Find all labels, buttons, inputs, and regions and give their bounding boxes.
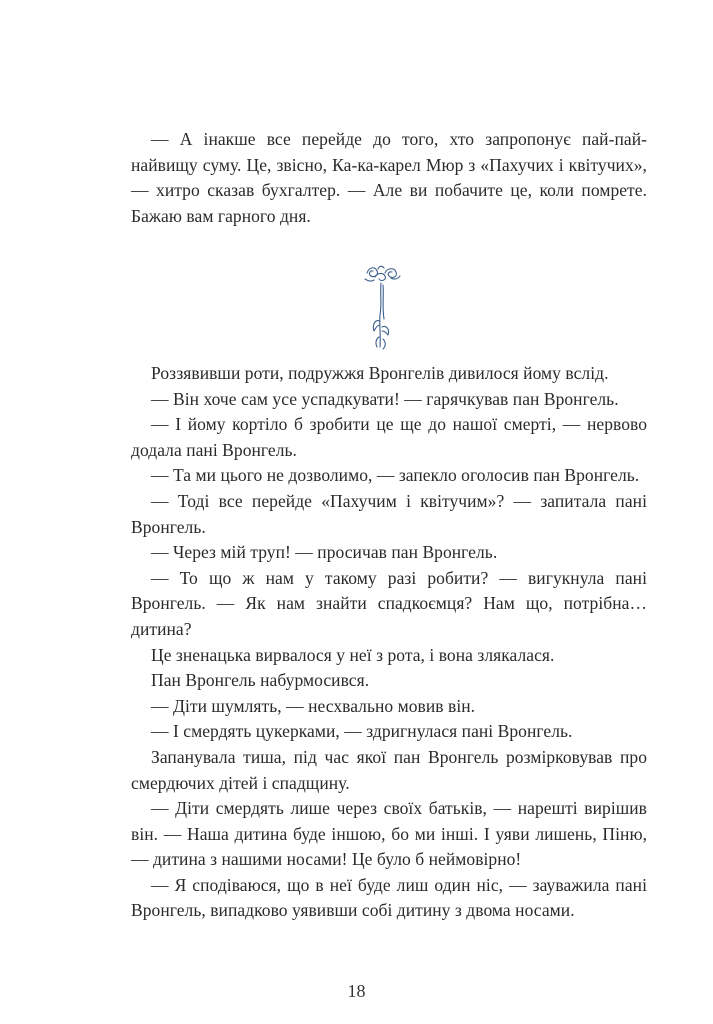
paragraph: — Діти смердять лише через своїх батьків, — нарешті вирішив він. — Наша дитина буде іншою, бо ми інші. І уяви лишень, Піню, — дитина з нашими носами! Це було б неймовірно! xyxy=(131,798,647,870)
paragraph: Це зненацька вирвалося у неї з рота, і вона злякалася. xyxy=(151,644,555,665)
paragraph: — І йому кортіло б зробити це ще до нашої смерті, — нервово додала пані Вронгель. xyxy=(131,414,647,460)
paragraph: — То що ж нам у такому разі робити? — вигукнула пані Вронгель. — Як нам знайти спадкоємця? Нам що, потрібна… дитина? xyxy=(131,567,647,639)
flower-sketch-icon xyxy=(361,263,405,353)
paragraph: — А інакше все перейде до того, хто запропонує пай-пай-найвищу суму. Це, звісно, Ка-ка-карел Мюр з «Пахучих і квітучих», — хитро сказав бухгалтер. — Але ви побачите це, коли помрете. Бажаю вам гарного дня. xyxy=(131,129,647,226)
paragraph: — Я сподіваюся, що в неї буде лиш один ніс, — зауважила пані Вронгель, випадково уявивши собі дитину з двома носами. xyxy=(131,874,647,921)
main-text-block xyxy=(131,361,647,924)
paragraph: — Тоді все перейде «Пахучим і квітучим»? — запитала пані Вронгель. xyxy=(131,490,647,537)
paragraph: — Та ми цього не дозволимо, — запекло оголосив пан Вронгель. xyxy=(151,465,640,486)
page-number: 18 xyxy=(347,981,366,1001)
paragraph: — Діти шумлять, — несхвально мовив він. xyxy=(151,695,476,716)
paragraph: — Через мій труп! — просичав пан Вронгель. xyxy=(151,542,498,563)
paragraph: Пан Вронгель набурмосився. xyxy=(151,670,370,691)
top-text-block xyxy=(131,127,647,229)
paragraph: Роззявивши роти, подружжя Вронгелів дивилося йому вслід. xyxy=(151,363,609,383)
paragraph: Запанувала тиша, під час якої пан Вронгель розмірковував про смердючих дітей і спадщину. xyxy=(131,746,647,793)
paragraph: — Він хоче сам усе успадкувати! — гарячкував пан Вронгель. xyxy=(151,388,619,409)
paragraph: — І смердять цукерками, — здригнулася пані Вронгель. xyxy=(151,721,573,742)
